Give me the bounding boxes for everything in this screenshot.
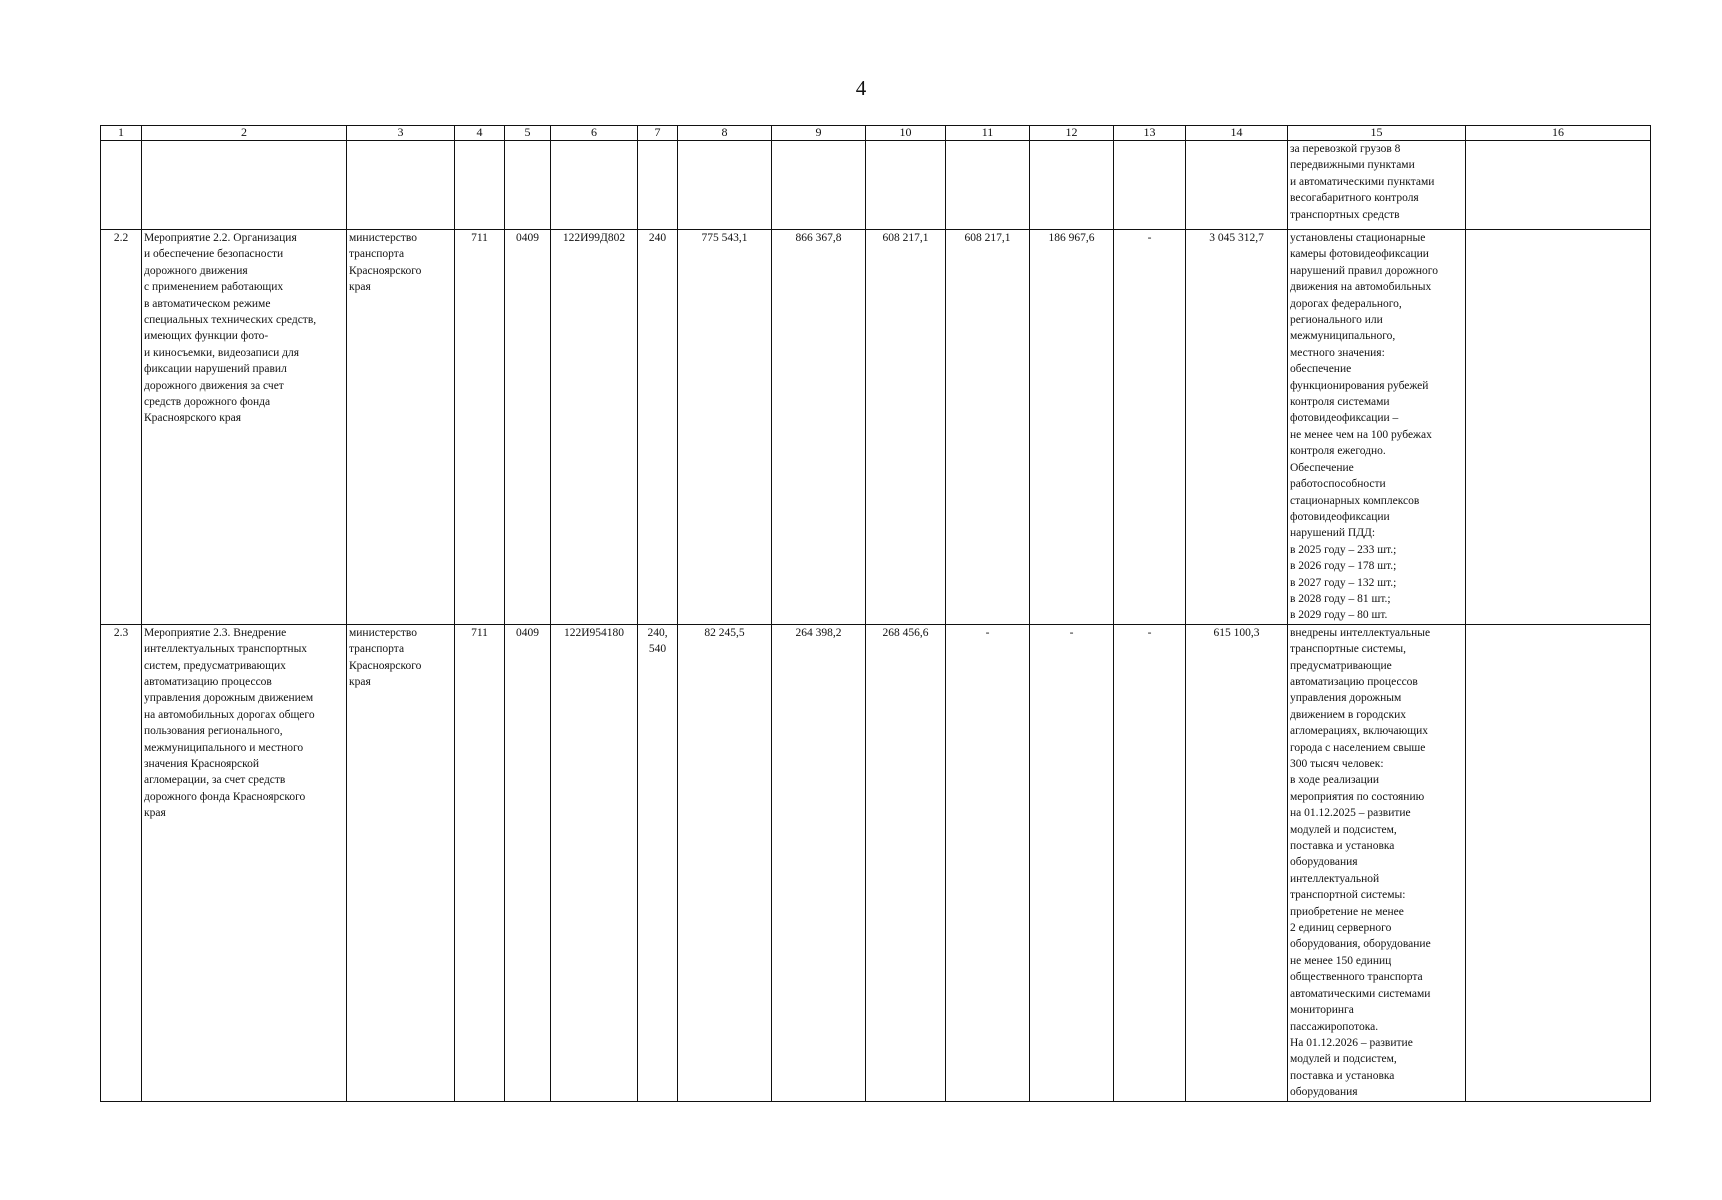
header-cell: 3 xyxy=(347,126,455,141)
cell-target-article: 122И954180 xyxy=(551,624,638,1101)
header-cell: 7 xyxy=(638,126,678,141)
cell-executor: министерство транспорта Красноярского края xyxy=(347,230,455,625)
header-cell: 1 xyxy=(101,126,142,141)
cell-total: 3 045 312,7 xyxy=(1186,230,1288,625)
cell-year-1: 82 245,5 xyxy=(678,624,772,1101)
cell-year-4: 608 217,1 xyxy=(946,230,1030,625)
cell-year-5: - xyxy=(1030,624,1114,1101)
header-cell: 6 xyxy=(551,126,638,141)
header-cell: 11 xyxy=(946,126,1030,141)
cell-target-article: 122И99Д802 xyxy=(551,230,638,625)
cell-measure: Мероприятие 2.3. Внедрение интеллектуальных транспортных систем, предусматривающих автоматизацию процессов управления дорожным движением на автомобильных дорогах общего пользования регионального, межмуниципального и местного значения Красноярской агломерации, за счет средств дорожного фонда Красноярского края xyxy=(142,624,347,1101)
cell-result: установлены стационарные камеры фотовидеофиксации нарушений правил дорожного движения на автомобильных дорогах федерального, регионального или межмуниципального, местного значения: обеспечение функционирования рубежей контроля системами фотовидеофиксации – не менее чем на 100 рубежах контроля ежегодно. Обеспечение работоспособности стационарных комплексов фотовидеофиксации нарушений ПДД: в 2025 году – 233 шт.; в 2026 году – 178 шт.; в 2027 году – 132 шт.; в 2028 году – 81 шт.; в 2029 году – 80 шт. xyxy=(1288,230,1466,625)
cell-number: 2.2 xyxy=(101,230,142,625)
cell-year-4 xyxy=(946,141,1030,230)
cell-expense-type: 240, 540 xyxy=(638,624,678,1101)
table-row-2-3 xyxy=(101,624,1651,1101)
header-cell: 15 xyxy=(1288,126,1466,141)
table-row-2-2 xyxy=(101,230,1651,625)
cell-extra xyxy=(1466,230,1651,625)
cell-total xyxy=(1186,141,1288,230)
cell-year-3: 608 217,1 xyxy=(866,230,946,625)
cell-year-5: 186 967,6 xyxy=(1030,230,1114,625)
cell-year-6: - xyxy=(1114,230,1186,625)
cell-grbs xyxy=(455,141,505,230)
header-cell: 8 xyxy=(678,126,772,141)
cell-year-2 xyxy=(772,141,866,230)
table-row-continuation xyxy=(101,141,1651,230)
header-cell: 14 xyxy=(1186,126,1288,141)
header-cell: 9 xyxy=(772,126,866,141)
cell-year-2: 264 398,2 xyxy=(772,624,866,1101)
cell-expense-type xyxy=(638,141,678,230)
cell-expense-type: 240 xyxy=(638,230,678,625)
cell-total: 615 100,3 xyxy=(1186,624,1288,1101)
header-cell: 10 xyxy=(866,126,946,141)
cell-year-1: 775 543,1 xyxy=(678,230,772,625)
cell-year-2: 866 367,8 xyxy=(772,230,866,625)
header-cell: 16 xyxy=(1466,126,1651,141)
cell-year-6: - xyxy=(1114,624,1186,1101)
cell-section: 0409 xyxy=(505,230,551,625)
header-cell: 4 xyxy=(455,126,505,141)
cell-grbs: 711 xyxy=(455,624,505,1101)
header-cell: 13 xyxy=(1114,126,1186,141)
cell-section: 0409 xyxy=(505,624,551,1101)
cell-target-article xyxy=(551,141,638,230)
cell-number xyxy=(101,141,142,230)
cell-year-6 xyxy=(1114,141,1186,230)
cell-year-4: - xyxy=(946,624,1030,1101)
cell-result: внедрены интеллектуальные транспортные системы, предусматривающие автоматизацию процессов управления дорожным движением в городских агломерациях, включающих города с населением свыше 300 тысяч человек: в ходе реализации мероприятия по состоянию на 01.12.2025 – развитие модулей и подсистем, поставка и установка оборудования интеллектуальной транспортной системы: приобретение не менее 2 единиц серверного оборудования, оборудование не менее 150 единиц общественного транспорта автоматическими системами мониторинга пассажиропотока. На 01.12.2026 – развитие модулей и подсистем, поставка и установка оборудования xyxy=(1288,624,1466,1101)
header-cell: 2 xyxy=(142,126,347,141)
cell-number: 2.3 xyxy=(101,624,142,1101)
cell-section xyxy=(505,141,551,230)
cell-executor xyxy=(347,141,455,230)
cell-grbs: 711 xyxy=(455,230,505,625)
header-cell: 12 xyxy=(1030,126,1114,141)
cell-year-5 xyxy=(1030,141,1114,230)
header-row xyxy=(101,126,1651,141)
cell-extra xyxy=(1466,624,1651,1101)
cell-measure xyxy=(142,141,347,230)
program-table xyxy=(100,125,1651,1102)
cell-year-3: 268 456,6 xyxy=(866,624,946,1101)
cell-executor: министерство транспорта Красноярского края xyxy=(347,624,455,1101)
cell-year-3 xyxy=(866,141,946,230)
page-number: 4 xyxy=(855,76,867,100)
cell-extra xyxy=(1466,141,1651,230)
header-cell: 5 xyxy=(505,126,551,141)
cell-measure: Мероприятие 2.2. Организация и обеспечение безопасности дорожного движения с применением работающих в автоматическом режиме специальных технических средств, имеющих функции фото- и киносъемки, видеозаписи для фиксации нарушений правил дорожного движения за счет средств дорожного фонда Красноярского края xyxy=(142,230,347,625)
cell-year-1 xyxy=(678,141,772,230)
cell-result: за перевозкой грузов 8 передвижными пунктами и автоматическими пунктами весогабаритного контроля транспортных средств xyxy=(1288,141,1466,230)
